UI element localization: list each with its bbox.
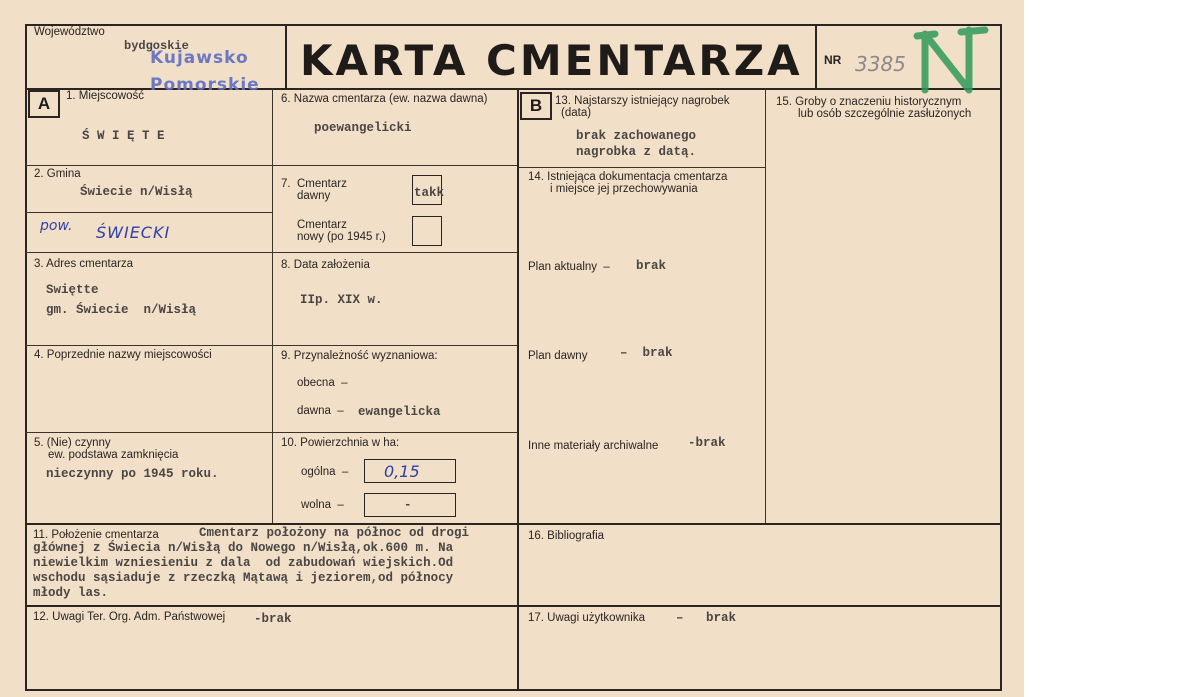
- f11-value-2: głównej z Świecia n/Wisłą do Nowego n/Wisłą,ok.600 m. Na: [33, 541, 454, 555]
- f3-label: 3. Adres cmentarza: [34, 258, 134, 270]
- section-b-badge: B: [520, 92, 552, 120]
- wojewodztwo-value: bydgoskie: [124, 39, 189, 53]
- row-line: [272, 345, 517, 346]
- f3-value-2: gm. Świecie n/Wisłą: [46, 303, 197, 317]
- plan-dawny-value: – brak: [620, 346, 673, 360]
- f13-value-2: nagrobka z datą.: [576, 145, 697, 159]
- f12-value: -brak: [254, 612, 292, 626]
- region-stamp-line1: Kujawsko: [150, 48, 249, 68]
- f7-nowy-label-2: nowy (po 1945 r.): [297, 231, 386, 243]
- f6-value: poewangelicki: [314, 121, 412, 135]
- f10-label: 10. Powierzchnia w ha:: [281, 437, 400, 449]
- col-divider-b: [765, 88, 766, 523]
- row-line: [517, 167, 765, 168]
- pow-value: ŚWIECKI: [96, 223, 171, 242]
- cmentarz-nowy-checkbox[interactable]: [412, 216, 442, 246]
- f9-dawna-value: ewangelicka: [358, 405, 441, 419]
- inne-materialy-label: Inne materiały archiwalne: [528, 440, 659, 452]
- pow-label: pow.: [40, 218, 73, 234]
- f7-dawny-label-2: dawny: [297, 190, 331, 202]
- f13-value-1: brak zachowanego: [576, 129, 697, 143]
- f10-wolna-label: wolna –: [301, 499, 344, 511]
- f15-label-1: 15. Groby o znaczeniu historycznym: [776, 96, 962, 108]
- f3-value-1: Swiętte: [46, 283, 99, 297]
- f11-value-3: niewielkim wzniesieniu z dala od zabudowań wiejskich.Od: [33, 556, 454, 570]
- f7-dawny-label-1: 7. Cmentarz: [281, 178, 347, 190]
- green-n-marker: [905, 26, 1000, 96]
- header-divider-title: [285, 24, 287, 88]
- plan-aktualny-value: brak: [636, 259, 667, 273]
- f11-value-1: Cmentarz położony na północ od drogi: [199, 526, 470, 540]
- f10-ogolna-value: 0,15: [384, 462, 420, 481]
- f8-label: 8. Data założenia: [281, 259, 370, 271]
- plan-dawny-label: Plan dawny: [528, 350, 588, 362]
- f10-ogolna-label: ogólna –: [301, 466, 349, 478]
- f1-label: 1. Miejscowość: [66, 90, 144, 102]
- nr-label: NR: [824, 53, 842, 67]
- f5-label-2: ew. podstawa zamknięcia: [48, 449, 179, 461]
- row-line: [25, 212, 272, 213]
- row-line: [272, 165, 517, 166]
- header-divider-nr: [815, 24, 817, 88]
- f12-label: 12. Uwagi Ter. Org. Adm. Państwowej: [33, 611, 226, 623]
- f8-value: IIp. XIX w.: [300, 293, 383, 307]
- f2-value: Świecie n/Wisłą: [80, 185, 193, 199]
- f7-dawny-value: takk: [414, 186, 445, 200]
- row-line: [25, 432, 272, 433]
- f17-value: – brak: [676, 611, 737, 625]
- col-divider-a: [272, 88, 273, 523]
- f2-label: 2. Gmina: [34, 168, 81, 180]
- row-line: [272, 432, 517, 433]
- section-a-badge: A: [28, 90, 60, 118]
- f16-label: 16. Bibliografia: [528, 530, 605, 542]
- row11-top-line: [25, 523, 1002, 525]
- row-line: [272, 252, 517, 253]
- f13-label-2: (data): [561, 107, 592, 119]
- frame-top: [25, 24, 1002, 26]
- f17-label: 17. Uwagi użytkownika: [528, 612, 645, 624]
- f11-value-5: młody las.: [33, 586, 109, 600]
- f1-value: Ś W I Ę T E: [82, 129, 165, 143]
- f7-nowy-label-1: Cmentarz: [297, 219, 347, 231]
- row-line: [25, 252, 272, 253]
- plan-aktualny-label: Plan aktualny –: [528, 261, 610, 273]
- f14-label-2: i miejsce jej przechowywania: [550, 183, 698, 195]
- f9-dawna-label: dawna –: [297, 405, 344, 417]
- row-line: [25, 165, 272, 166]
- row12-top-line: [25, 605, 1002, 607]
- frame-left: [25, 24, 27, 691]
- f11-label: 11. Położenie cmentarza: [33, 529, 159, 541]
- nr-value: 3385: [855, 52, 906, 76]
- f10-wolna-value: -: [404, 498, 412, 512]
- frame-right: [1000, 24, 1002, 691]
- row-line: [25, 345, 272, 346]
- f5-label-1: 5. (Nie) czynny: [34, 437, 111, 449]
- f9-label: 9. Przynależność wyznaniowa:: [281, 350, 438, 362]
- f15-label-2: lub osób szczególnie zasłużonych: [798, 108, 972, 120]
- region-stamp-line2: Pomorskie: [150, 75, 260, 95]
- f14-label-1: 14. Istniejąca dokumentacja cmentarza: [528, 171, 728, 183]
- f4-label: 4. Poprzednie nazwy miejscowości: [34, 349, 212, 361]
- f9-obecna-label: obecna –: [297, 377, 348, 389]
- f13-label-1: 13. Najstarszy istniejący nagrobek: [555, 95, 730, 107]
- f6-label: 6. Nazwa cmentarza (ew. nazwa dawna): [281, 93, 488, 105]
- col-divider-ab: [517, 88, 519, 689]
- f11-value-4: wschodu sąsiaduje z rzeczką Mątawą i jeziorem,od północy: [33, 571, 454, 585]
- card-title: KARTA CMENTARZA: [300, 36, 803, 85]
- frame-bottom: [25, 689, 1002, 691]
- f5-value: nieczynny po 1945 roku.: [46, 467, 219, 481]
- wojewodztwo-label: Województwo: [34, 26, 105, 38]
- inne-materialy-value: -brak: [688, 436, 726, 450]
